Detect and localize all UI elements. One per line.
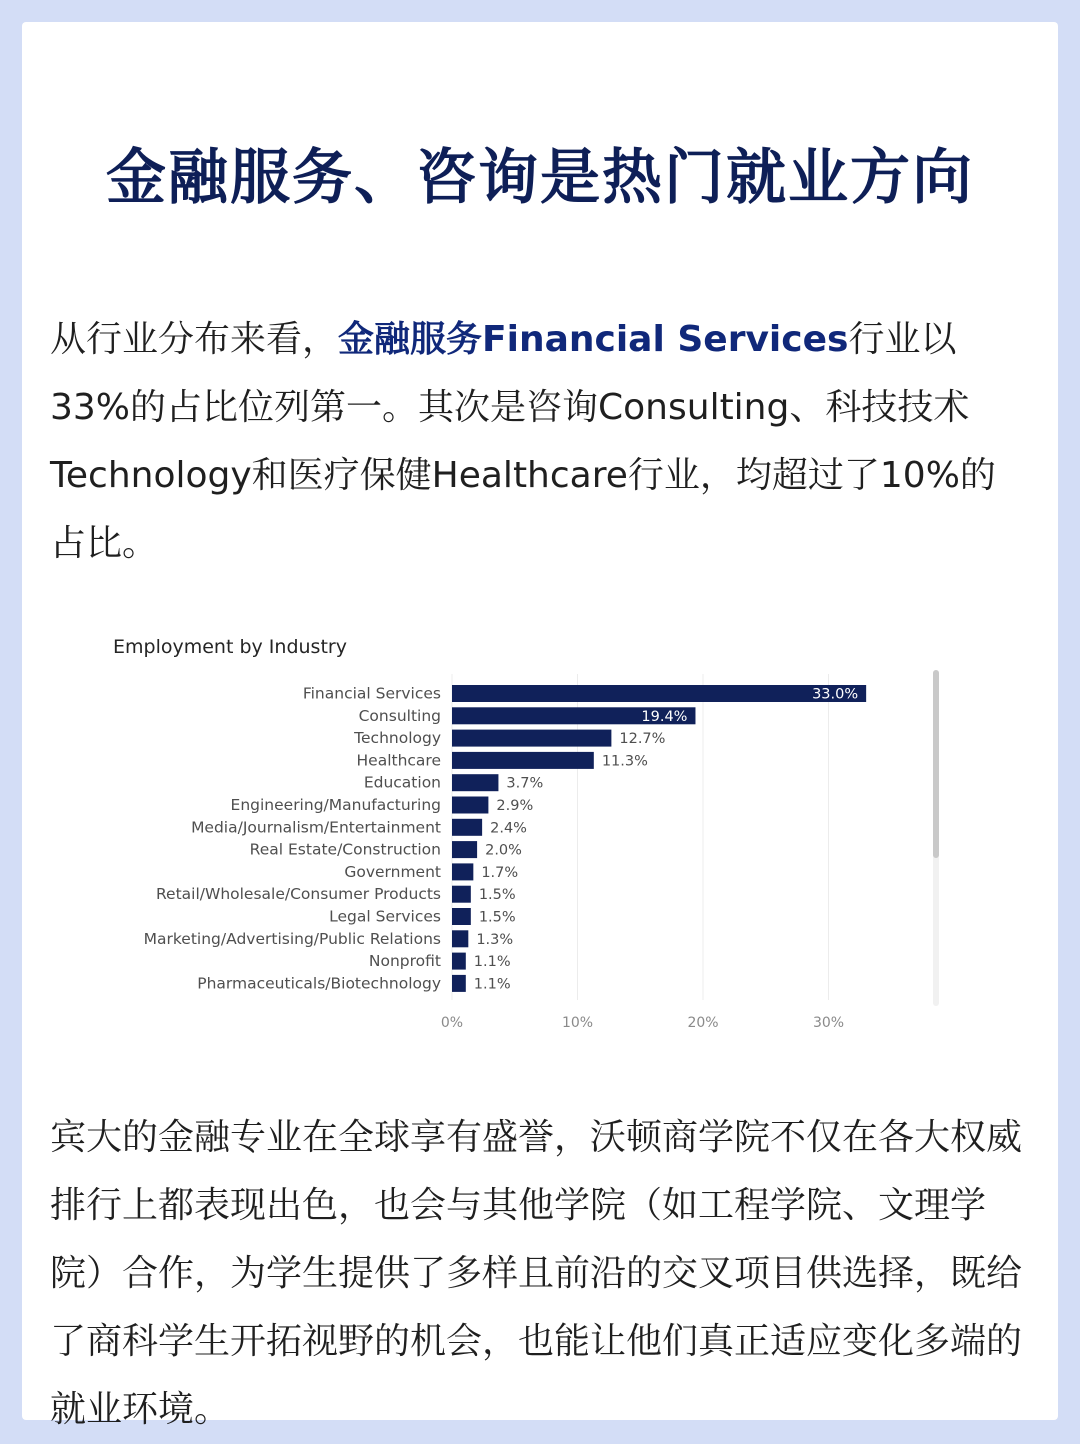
content-card bbox=[22, 22, 1058, 1430]
value-label: 3.7% bbox=[506, 775, 544, 792]
value-label: 2.0% bbox=[485, 842, 522, 859]
value-label: 1.3% bbox=[476, 931, 514, 948]
category-label: Real Estate/Construction bbox=[249, 840, 441, 859]
value-label: 1.1% bbox=[473, 954, 511, 971]
category-label: Consulting bbox=[358, 706, 441, 725]
category-label: Financial Services bbox=[302, 684, 441, 703]
bar bbox=[452, 841, 477, 858]
category-label: Marketing/Advertising/Public Relations bbox=[143, 929, 441, 948]
bar bbox=[452, 908, 471, 925]
bar bbox=[452, 953, 466, 970]
bar bbox=[452, 886, 471, 903]
bar bbox=[452, 685, 866, 702]
x-tick-label: 10% bbox=[561, 1015, 594, 1031]
category-label: Nonprofit bbox=[368, 952, 441, 971]
intro-text-1: 从行业分布来看， bbox=[50, 319, 339, 360]
category-label: Retail/Wholesale/Consumer Products bbox=[155, 885, 441, 904]
chart-svg bbox=[22, 622, 1058, 1042]
value-label: 1.5% bbox=[478, 887, 516, 904]
bar bbox=[452, 930, 468, 947]
x-tick-label: 0% bbox=[440, 1015, 464, 1031]
category-label: Media/Journalism/Entertainment bbox=[191, 818, 441, 837]
value-label: 12.7% bbox=[619, 731, 666, 748]
scrollbar-thumb[interactable] bbox=[933, 670, 939, 858]
outro-paragraph: 宾大的金融专业在全球享有盛誉，沃顿商学院不仅在各大权威排行上都表现出色，也会与其他学院（如工程学院、文理学院）合作，为学生提供了多样且前沿的交叉项目供选择，既给了商科学生开拓视野的机会，也能让他们真正适应变化多端的就业环境。 bbox=[50, 1117, 1023, 1430]
category-label: Education bbox=[363, 773, 441, 792]
x-tick-label: 30% bbox=[812, 1015, 845, 1031]
category-label: Legal Services bbox=[329, 907, 441, 926]
category-label: Engineering/Manufacturing bbox=[230, 796, 441, 814]
intro-highlight: 金融服务Financial Services bbox=[338, 319, 849, 360]
chart-title: Employment by Industry bbox=[113, 636, 347, 658]
value-label: 1.7% bbox=[481, 864, 519, 881]
bar bbox=[452, 819, 482, 836]
page-title: 金融服务、咨询是热门就业方向 bbox=[106, 143, 974, 213]
value-label: 2.9% bbox=[496, 798, 534, 814]
x-tick-label: 20% bbox=[687, 1015, 719, 1031]
value-label: 11.3% bbox=[601, 753, 648, 770]
value-label: 1.1% bbox=[473, 976, 511, 993]
bar bbox=[452, 774, 498, 791]
category-label: Healthcare bbox=[356, 751, 441, 770]
category-label: Pharmaceuticals/Biotechnology bbox=[197, 974, 441, 993]
employment-chart bbox=[22, 622, 1058, 1046]
bar bbox=[452, 975, 466, 992]
intro-paragraph bbox=[50, 306, 1030, 578]
category-label: Government bbox=[344, 862, 441, 881]
value-label: 2.4% bbox=[490, 820, 527, 837]
value-label: 19.4% bbox=[641, 708, 688, 725]
bar bbox=[452, 797, 488, 814]
bar bbox=[452, 863, 473, 880]
intro-text-2: 行业以33%的占比位列第一。其次是咨询Consulting、科技技术Technology和医疗保健Healthcare行业，均超过了10%的占比。 bbox=[50, 319, 996, 564]
category-label: Technology bbox=[354, 729, 441, 748]
bar bbox=[452, 730, 611, 747]
value-label: 1.5% bbox=[478, 909, 516, 926]
value-label: 33.0% bbox=[812, 686, 859, 703]
bar bbox=[452, 752, 594, 769]
